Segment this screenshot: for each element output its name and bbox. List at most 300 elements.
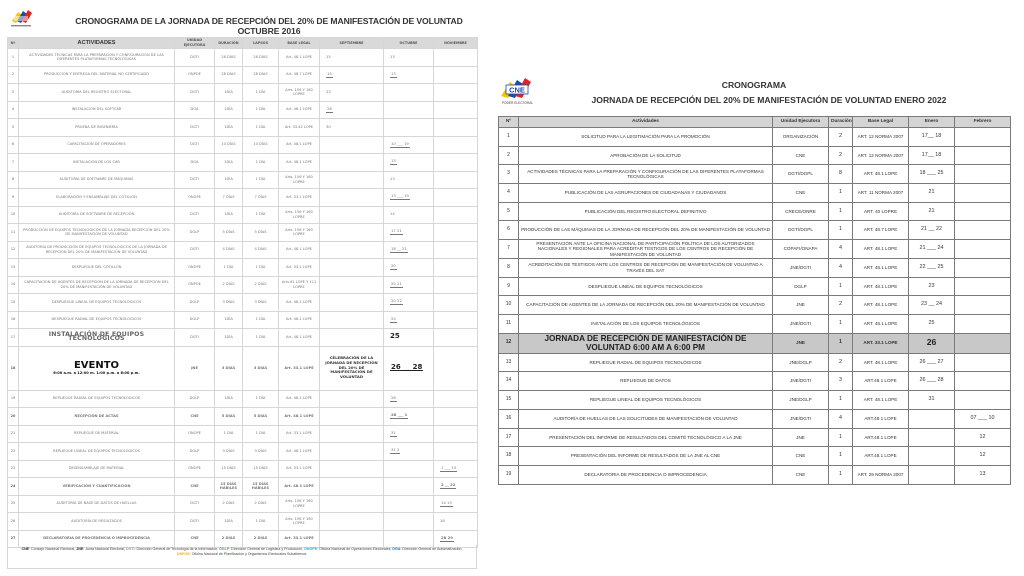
month-cell-sep bbox=[320, 408, 384, 426]
month-cell-sep bbox=[320, 460, 384, 478]
legal-basis-cell: ART. 48.1 LOPE bbox=[853, 258, 909, 277]
schedule-date-mark: 28 ___ 1 bbox=[391, 412, 408, 418]
month-cell-oct bbox=[384, 478, 434, 496]
month-cell-sep bbox=[320, 189, 384, 207]
activity-cell: AUDITORÍA DE PRODUCCIÓN DE EQUIPOS TECNOLÓGICOS DE LA JORNADA DE RECEPCIÓN DEL 20% DE MANIFESTACIÓN DE VOLUNTAD bbox=[19, 241, 175, 259]
activity-cell: DESPLIEGUE LINEAL DE EQUIPOS TECNOLÓGICOS bbox=[519, 277, 773, 296]
legal-basis-cell: ART. 29 NORMA 2007 bbox=[853, 465, 909, 484]
row-number: 15 bbox=[499, 391, 519, 410]
legal-basis-cell: Art. 48.1 LOPE bbox=[279, 294, 320, 312]
legend-description: : Dirección General de Logística y Producción, bbox=[229, 547, 305, 551]
lapse-cell: 1 DÍA bbox=[243, 171, 279, 189]
lapse-cell: 15 DÍAS HÁBILES bbox=[243, 478, 279, 496]
executing-unit-cell: DGTI bbox=[175, 513, 215, 531]
month-cell-enero: 21 ___ 24 bbox=[909, 240, 955, 259]
activity-cell: REPLIEGUE RADIAL DE EQUIPOS TECNOLÓGICOS bbox=[19, 390, 175, 408]
duration-cell: 2 bbox=[829, 128, 853, 147]
activity-cell: AUDITORÍA DEL REGISTRO ELECTORAL bbox=[19, 84, 175, 102]
legal-basis-cell: ART. 12 NORMA 2007 bbox=[853, 128, 909, 147]
lapse-cell: 2 DÍAS bbox=[243, 495, 279, 513]
duration-cell: 3 bbox=[829, 372, 853, 391]
duration-cell: 1 DÍA bbox=[215, 259, 243, 277]
month-cell-sep bbox=[320, 136, 384, 154]
executing-unit-cell: CNE bbox=[773, 146, 829, 165]
month-cell-oct bbox=[384, 189, 434, 207]
activity-cell: CAPACITACIÓN DE AGENTES DE LA JORNADA DE RECEPCIÓN DEL 20% DE MANIFESTACIÓN DE VOLUNTAD bbox=[519, 296, 773, 315]
lapse-cell: 5 DÍAS bbox=[243, 224, 279, 242]
legal-basis-cell: ART.48.1 LOPE bbox=[853, 409, 909, 428]
row-number: 8 bbox=[499, 258, 519, 277]
column-header: Nº bbox=[8, 38, 19, 49]
row-number: 22 bbox=[8, 443, 19, 461]
month-cell-febrero: 12 bbox=[955, 447, 1011, 466]
month-cell-sep bbox=[320, 294, 384, 312]
lapse-cell: 1 DÍA bbox=[243, 259, 279, 277]
legend-description: : Dirección General de Tecnología de la Información, bbox=[134, 547, 220, 551]
executing-unit-cell: DGTI bbox=[175, 206, 215, 224]
executing-unit-cell: JNE bbox=[773, 428, 829, 447]
month-cell-sep bbox=[320, 311, 384, 329]
month-cell-nov bbox=[434, 443, 478, 461]
legal-basis-cell: Art. 33.1 LOPE bbox=[279, 346, 320, 390]
month-cell-nov bbox=[434, 311, 478, 329]
executing-unit-cell: JNE/DGTI bbox=[773, 258, 829, 277]
activity-cell: PUBLICACIÓN DE LAS AGRUPACIONES DE CIUDADANAS Y CIUDADANOS bbox=[519, 184, 773, 203]
lapse-cell: 1 DÍA bbox=[243, 206, 279, 224]
legend-abbreviation: ONOPE bbox=[304, 547, 318, 551]
executing-unit-cell: DGLP bbox=[175, 294, 215, 312]
lapse-cell: 1 DÍA bbox=[243, 513, 279, 531]
schedule-date-mark: 30 bbox=[326, 123, 331, 129]
month-cell-enero: 21 bbox=[909, 184, 955, 203]
month-cell-enero: 21 bbox=[909, 202, 955, 221]
month-cell-enero: 23 __ 24 bbox=[909, 296, 955, 315]
document-title: CRONOGRAMA DE LA JORNADA DE RECEPCIÓN DEL 20% DE MANIFESTACIÓN DE VOLUNTAD OCTUBRE 2016 bbox=[75, 16, 463, 36]
duration-cell: 3 DÍAS bbox=[215, 443, 243, 461]
activity-cell: VERIFICACIÓN Y CUANTIFICACIÓN bbox=[19, 478, 175, 496]
month-cell-nov bbox=[434, 329, 478, 347]
duration-cell: 2 bbox=[829, 296, 853, 315]
column-header: BASE LEGAL bbox=[279, 38, 320, 49]
month-cell-oct bbox=[384, 84, 434, 102]
duration-cell: 1 bbox=[829, 391, 853, 410]
duration-cell: 2 bbox=[829, 353, 853, 372]
activity-cell: REPLIEGUE DE DATOS bbox=[519, 372, 773, 391]
lapse-cell: 28 DÍAS bbox=[243, 49, 279, 67]
executing-unit-cell: CNE bbox=[175, 408, 215, 426]
lapse-cell: 1 DÍA bbox=[243, 119, 279, 137]
row-number: 2 bbox=[499, 146, 519, 165]
month-cell-oct bbox=[384, 154, 434, 172]
executing-unit-cell: DGLP bbox=[175, 224, 215, 242]
table-row bbox=[8, 495, 478, 513]
table-row bbox=[499, 277, 1011, 296]
executing-unit-cell: ORGANIZACIÓN bbox=[773, 128, 829, 147]
month-cell-enero: 17__ 18 bbox=[909, 146, 955, 165]
lapse-cell: 1 DÍA bbox=[243, 311, 279, 329]
month-cell-febrero bbox=[955, 240, 1011, 259]
month-cell-sep bbox=[320, 84, 384, 102]
executing-unit-cell: JNE bbox=[773, 333, 829, 353]
duration-cell: 1 bbox=[829, 465, 853, 484]
table-row bbox=[8, 136, 478, 154]
month-cell-oct bbox=[384, 136, 434, 154]
duration-cell: 1 bbox=[829, 314, 853, 333]
row-number: 18 bbox=[499, 447, 519, 466]
duration-cell: 1DÍA bbox=[215, 311, 243, 329]
legal-basis-cell: Art. 48.1 LOPE bbox=[279, 408, 320, 426]
month-cell-oct bbox=[384, 443, 434, 461]
month-cell-sep bbox=[320, 171, 384, 189]
legend-description: : Oficina Nacional de Planificación y Organismos Electorales Subalternos. bbox=[189, 552, 308, 556]
month-cell-febrero bbox=[955, 128, 1011, 147]
duration-cell: 8 bbox=[829, 165, 853, 184]
duration-cell: 1 bbox=[829, 202, 853, 221]
document-title: CRONOGRAMA bbox=[721, 80, 787, 90]
executing-unit-cell: DGTI/DGPL bbox=[773, 221, 829, 240]
executing-unit-cell: DGTI bbox=[175, 171, 215, 189]
lapse-cell: 5 DÍAS bbox=[243, 408, 279, 426]
month-cell-oct bbox=[384, 311, 434, 329]
executing-unit-cell: ONOPE bbox=[175, 189, 215, 207]
activity-cell: RECEPCIÓN DE ACTAS bbox=[19, 408, 175, 426]
legal-basis-cell: Arts. 156 Y 160 LOPRE bbox=[279, 206, 320, 224]
month-cell-oct bbox=[384, 224, 434, 242]
activity-cell: DECLARATORIA DE PROCEDENCIA O IMPROCEDENCIA bbox=[519, 465, 773, 484]
month-cell-enero: 23 bbox=[909, 277, 955, 296]
duration-cell: 5 DÍAS bbox=[215, 408, 243, 426]
duration-cell: 1DÍA bbox=[215, 119, 243, 137]
schedule-date-mark: 25 bbox=[390, 332, 400, 341]
month-cell-nov bbox=[434, 189, 478, 207]
column-header: Enero bbox=[909, 117, 955, 128]
duration-cell: 2 DÍAS bbox=[215, 530, 243, 548]
duration-cell: 1 bbox=[829, 221, 853, 240]
month-cell-nov bbox=[434, 478, 478, 496]
month-cell-oct bbox=[384, 390, 434, 408]
row-number: 7 bbox=[499, 240, 519, 259]
table-row bbox=[8, 425, 478, 443]
activity-cell: PRODUCCIÓN DE LAS MÁQUINAS DE LA JORNADA DE RECEPCIÓN DEL 20% DE MANIFESTACIÓN DE VOLUNTAD bbox=[519, 221, 773, 240]
legal-basis-cell: ART. 48.1 LOPE bbox=[853, 165, 909, 184]
row-number: 4 bbox=[8, 101, 19, 119]
row-number: 12 bbox=[8, 241, 19, 259]
legal-basis-cell: ART. 48.1 LOPE bbox=[853, 296, 909, 315]
row-number: 23 bbox=[8, 460, 19, 478]
row-number: 15 bbox=[8, 294, 19, 312]
schedule-date-mark: 13 bbox=[391, 158, 396, 164]
month-cell-enero: 26 ___ 28 bbox=[909, 372, 955, 391]
month-cell-oct bbox=[384, 513, 434, 531]
row-number: 5 bbox=[499, 202, 519, 221]
cronograma-2016-document bbox=[4, 4, 480, 570]
table-row bbox=[499, 391, 1011, 410]
executing-unit-cell: DGA bbox=[175, 101, 215, 119]
schedule-date-mark: 14 15 bbox=[441, 499, 452, 505]
column-header: Nº bbox=[499, 117, 519, 128]
duration-cell: 15 DÍAS HÁBILES bbox=[215, 478, 243, 496]
svg-text:CNE: CNE bbox=[509, 85, 525, 95]
table-row bbox=[499, 165, 1011, 184]
row-number: 20 bbox=[8, 408, 19, 426]
activity-cell: AUDITORÍA DE SOFTWARE DE MÁQUINAS bbox=[19, 171, 175, 189]
legal-basis-cell: Art. 33.1 LOPE bbox=[279, 189, 320, 207]
activity-cell: INSTALACIÓN DE EQUIPOS TECNOLÓGICOS bbox=[19, 329, 175, 347]
column-header: NOVIEMBRE bbox=[434, 38, 478, 49]
duration-cell: 4 bbox=[829, 240, 853, 259]
table-row bbox=[499, 353, 1011, 372]
executing-unit-cell: CNE bbox=[773, 465, 829, 484]
row-number: 16 bbox=[8, 311, 19, 329]
legal-basis-cell: Art. 33.1 LOPE bbox=[279, 425, 320, 443]
month-cell-nov bbox=[434, 154, 478, 172]
column-header: SEPTIEMBRE bbox=[320, 38, 384, 49]
activity-cell: DESPLIEGUE LINEAL DE EQUIPOS TECNOLÓGICOS bbox=[19, 294, 175, 312]
executing-unit-cell: JNE bbox=[773, 296, 829, 315]
column-header: Actividades bbox=[519, 117, 773, 128]
month-cell-sep bbox=[320, 259, 384, 277]
duration-cell: 2 DÍAS bbox=[215, 495, 243, 513]
column-header: ACTIVIDADES bbox=[19, 38, 175, 49]
legal-basis-cell: Arts. 156 Y 160 LOPRE bbox=[279, 495, 320, 513]
executing-unit-cell: CNE bbox=[773, 447, 829, 466]
table-row bbox=[8, 189, 478, 207]
schedule-table-2022 bbox=[498, 116, 1011, 485]
legal-basis-cell: Art. 48.1 LOPE bbox=[279, 443, 320, 461]
row-number: 17 bbox=[8, 329, 19, 347]
column-header: Febrero bbox=[955, 117, 1011, 128]
legal-basis-cell: Art. 48.1 LOPE bbox=[279, 478, 320, 496]
schedule-date-mark: 13 bbox=[390, 176, 395, 182]
executing-unit-cell: ONOPE bbox=[175, 259, 215, 277]
month-cell-sep bbox=[320, 276, 384, 294]
schedule-date-mark: 23 bbox=[326, 88, 331, 94]
column-header: Unidad Ejecutora bbox=[773, 117, 829, 128]
column-header: Base Legal bbox=[853, 117, 909, 128]
executing-unit-cell: COPAFI/ONAPA bbox=[773, 240, 829, 259]
legal-basis-cell: Art. 48.1 LOPE bbox=[279, 329, 320, 347]
legal-basis-cell: ART.48.1 LOPE bbox=[853, 428, 909, 447]
legal-basis-cell: Art. 48.7 LOPE bbox=[279, 66, 320, 84]
table-row bbox=[8, 329, 478, 347]
lapse-cell: 3 DÍAS bbox=[243, 443, 279, 461]
table-row bbox=[8, 478, 478, 496]
month-cell-nov bbox=[434, 206, 478, 224]
month-cell-nov bbox=[434, 224, 478, 242]
month-cell-nov bbox=[434, 66, 478, 84]
legend-abbreviation: ONPOE bbox=[176, 552, 190, 556]
duration-cell: 1DÍA bbox=[215, 390, 243, 408]
schedule-date-mark: 31 bbox=[391, 429, 396, 435]
legal-basis-cell: ART. 48.1 LOPE bbox=[853, 277, 909, 296]
table-row bbox=[8, 49, 478, 67]
event-hours: 6:00 a.m. a 12:00 m. 1:00 p.m. a 6:00 p.m. bbox=[53, 371, 140, 376]
month-cell-sep bbox=[320, 425, 384, 443]
table-row bbox=[8, 154, 478, 172]
legend-description: : Consejo Nacional Electoral, bbox=[29, 547, 77, 551]
row-number: 1 bbox=[499, 128, 519, 147]
month-cell-febrero bbox=[955, 353, 1011, 372]
row-number: 9 bbox=[499, 277, 519, 296]
month-cell-nov bbox=[434, 119, 478, 137]
cne-logo-icon bbox=[8, 7, 36, 29]
activity-cell: CAPACITACIÓN DE OPERADORES bbox=[19, 136, 175, 154]
activity-cell: AUDITORÍA DE SOFTWARE DE RECEPCIÓN bbox=[19, 206, 175, 224]
table-row bbox=[499, 447, 1011, 466]
legal-basis-cell: ART. 12 NORMA 2007 bbox=[853, 146, 909, 165]
month-cell-sep bbox=[320, 66, 384, 84]
month-cell-enero: 21 __ 22 bbox=[909, 221, 955, 240]
month-cell-enero bbox=[909, 447, 955, 466]
activity-cell: PRESENTACIÓN DEL INFORME DE RESULTADOS DEL COMITÉ TECNOLÓGICO A LA JNE bbox=[519, 428, 773, 447]
activity-cell: ACREDITACIÓN DE TESTIGOS ANTE LOS CENTROS DE RECEPCIÓN DE MANIFESTACIÓN DE VOLUNTAD A TRAVÉS DEL SAT bbox=[519, 258, 773, 277]
executing-unit-cell: JNE/DGLP bbox=[773, 391, 829, 410]
month-cell-nov bbox=[434, 276, 478, 294]
schedule-date-mark: 15 bbox=[326, 53, 331, 59]
month-cell-sep bbox=[320, 49, 384, 67]
row-number: 6 bbox=[8, 136, 19, 154]
month-cell-nov bbox=[434, 136, 478, 154]
month-cell-febrero bbox=[955, 314, 1011, 333]
legal-basis-cell: ART.48.1 LOPE bbox=[853, 447, 909, 466]
month-cell-nov bbox=[434, 49, 478, 67]
schedule-date-mark: 17 21 bbox=[391, 228, 402, 234]
duration-cell: 3 DÍAS bbox=[215, 294, 243, 312]
table-row-highlighted bbox=[499, 333, 1011, 353]
table-row bbox=[8, 119, 478, 137]
month-cell-nov bbox=[434, 460, 478, 478]
executing-unit-cell: JNE/DGLP bbox=[773, 353, 829, 372]
lapse-cell: 1 DÍA bbox=[243, 425, 279, 443]
month-cell-sep bbox=[320, 390, 384, 408]
activity-cell: JORNADA DE RECEPCIÓN DE MANIFESTACIÓN DE VOLUNTAD 6:00 AM A 6:00 PM bbox=[519, 333, 773, 353]
activity-cell: AUDITORÍA DE HUELLAS DE LAS SOLICITUDES DE MANIFESTACIÓN DE VOLUNTAD bbox=[519, 409, 773, 428]
legal-basis-cell: Arts. 156 Y 160 LOPRE bbox=[279, 513, 320, 531]
row-number: 4 bbox=[499, 184, 519, 203]
executing-unit-cell: JNE bbox=[175, 346, 215, 390]
lapse-cell: 15 DÍAS bbox=[243, 460, 279, 478]
schedule-date-mark: 28 bbox=[327, 105, 332, 111]
legal-basis-cell: Art. 33.1 LOPE bbox=[279, 530, 320, 548]
event-title: EVENTO bbox=[73, 360, 120, 372]
row-number: 13 bbox=[499, 353, 519, 372]
executing-unit-cell: JNE/DGTI bbox=[773, 409, 829, 428]
month-cell-sep bbox=[320, 101, 384, 119]
lapse-cell: 7 DÍAS bbox=[243, 189, 279, 207]
column-header: Duración bbox=[829, 117, 853, 128]
table-row bbox=[8, 276, 478, 294]
schedule-date-mark: 20 bbox=[391, 263, 396, 269]
schedule-date-mark: 13 bbox=[390, 53, 395, 59]
legend-description: : Dirección General de Automatización, bbox=[400, 547, 463, 551]
table-row bbox=[499, 128, 1011, 147]
executing-unit-cell: DGTI bbox=[175, 84, 215, 102]
executing-unit-cell: ONPOE bbox=[175, 66, 215, 84]
lapse-cell: 28 DÍAS bbox=[243, 66, 279, 84]
table-row bbox=[499, 409, 1011, 428]
duration-cell: 1DÍA bbox=[215, 154, 243, 172]
row-number: 8 bbox=[8, 171, 19, 189]
row-number: 25 bbox=[8, 495, 19, 513]
schedule-date-mark: 2 __ 22 bbox=[441, 482, 456, 488]
month-cell-nov bbox=[434, 84, 478, 102]
month-cell-sep bbox=[320, 329, 384, 347]
legal-basis-cell: Art. 48.1 LOPE bbox=[279, 49, 320, 67]
duration-cell: 15 DÍAS bbox=[215, 460, 243, 478]
legal-basis-cell: ART. 11 NORMA 2007 bbox=[853, 184, 909, 203]
month-cell-nov bbox=[434, 513, 478, 531]
row-number: 7 bbox=[8, 154, 19, 172]
executing-unit-cell: DGTI bbox=[175, 136, 215, 154]
executing-unit-cell: DGTI bbox=[175, 241, 215, 259]
table-row bbox=[499, 465, 1011, 484]
legal-basis-cell: ART. 40 LOPRE bbox=[853, 202, 909, 221]
column-header: DURACIÓN bbox=[215, 38, 243, 49]
month-cell-oct bbox=[384, 259, 434, 277]
executing-unit-cell: DGLP bbox=[773, 277, 829, 296]
month-cell-febrero bbox=[955, 372, 1011, 391]
duration-cell: 1DÍA bbox=[215, 329, 243, 347]
row-number: 10 bbox=[8, 206, 19, 224]
row-number: 14 bbox=[8, 276, 19, 294]
activity-cell: REPLIEGUE LINEAL DE EQUIPOS TECNOLÓGICOS bbox=[19, 443, 175, 461]
table-row bbox=[8, 460, 478, 478]
legal-basis-cell: Art. 48.1 LOPE bbox=[279, 311, 320, 329]
row-number: 13 bbox=[8, 259, 19, 277]
legal-basis-cell: ART. 48.1 LOPE bbox=[853, 314, 909, 333]
duration-cell: 1DÍA bbox=[215, 171, 243, 189]
cronograma-2022-document bbox=[494, 72, 1020, 502]
schedule-date-mark: 28 29 bbox=[441, 534, 453, 540]
month-cell-febrero bbox=[955, 296, 1011, 315]
lapse-cell: 10 DÍAS bbox=[243, 136, 279, 154]
month-cell-oct bbox=[384, 241, 434, 259]
activity-cell: AUDITORÍA DE RESULTADOS bbox=[19, 513, 175, 531]
legal-basis-cell: ART. 48.7 LOPE bbox=[853, 221, 909, 240]
legal-basis-cell: ART. 48.1 LOPE bbox=[853, 240, 909, 259]
activity-cell: PRESENTACIÓN DEL INFORME DE RESULTADOS DE LA JNE AL CNE bbox=[519, 447, 773, 466]
month-cell-enero: 26 bbox=[909, 333, 955, 353]
duration-cell: 1 bbox=[829, 333, 853, 353]
legal-basis-cell: Art. 48.1 LOPE bbox=[279, 390, 320, 408]
table-row bbox=[499, 240, 1011, 259]
duration-cell: 4 DÍAS bbox=[215, 241, 243, 259]
duration-cell: 5 DÍAS bbox=[215, 224, 243, 242]
month-cell-nov bbox=[434, 346, 478, 390]
month-cell-oct bbox=[384, 276, 434, 294]
month-cell-febrero bbox=[955, 277, 1011, 296]
legal-basis-cell: Art. 33.1 LOPE bbox=[279, 460, 320, 478]
column-header: OCTUBRE bbox=[384, 38, 434, 49]
logo-caption: PODER ELECTORAL bbox=[502, 101, 534, 105]
month-cell-febrero bbox=[955, 184, 1011, 203]
month-cell-febrero bbox=[955, 391, 1011, 410]
row-number: 6 bbox=[499, 221, 519, 240]
cne-logo-icon bbox=[498, 74, 542, 106]
table-row bbox=[8, 390, 478, 408]
schedule-table-2016 bbox=[7, 37, 478, 548]
duration-cell: 1 bbox=[829, 428, 853, 447]
month-cell-oct bbox=[384, 101, 434, 119]
schedule-date-mark: 18 __ 21 bbox=[391, 245, 407, 251]
activity-cell: ACTIVIDADES TÉCNICAS PARA LA PREPARACIÓN Y CONFIGURACIÓN DE LAS DIFERENTES PLATAFORMAS TECNOLÓGICAS bbox=[519, 165, 773, 184]
duration-cell: 4 bbox=[829, 258, 853, 277]
month-cell-nov bbox=[434, 171, 478, 189]
month-cell-sep bbox=[320, 241, 384, 259]
schedule-date-mark: 10 ___ 19 bbox=[391, 140, 409, 146]
month-cell-nov bbox=[434, 241, 478, 259]
document-subtitle: JORNADA DE RECEPCIÓN DEL 20% DE MANIFESTACIÓN DE VOLUNTAD ENERO 2022 bbox=[591, 95, 947, 105]
